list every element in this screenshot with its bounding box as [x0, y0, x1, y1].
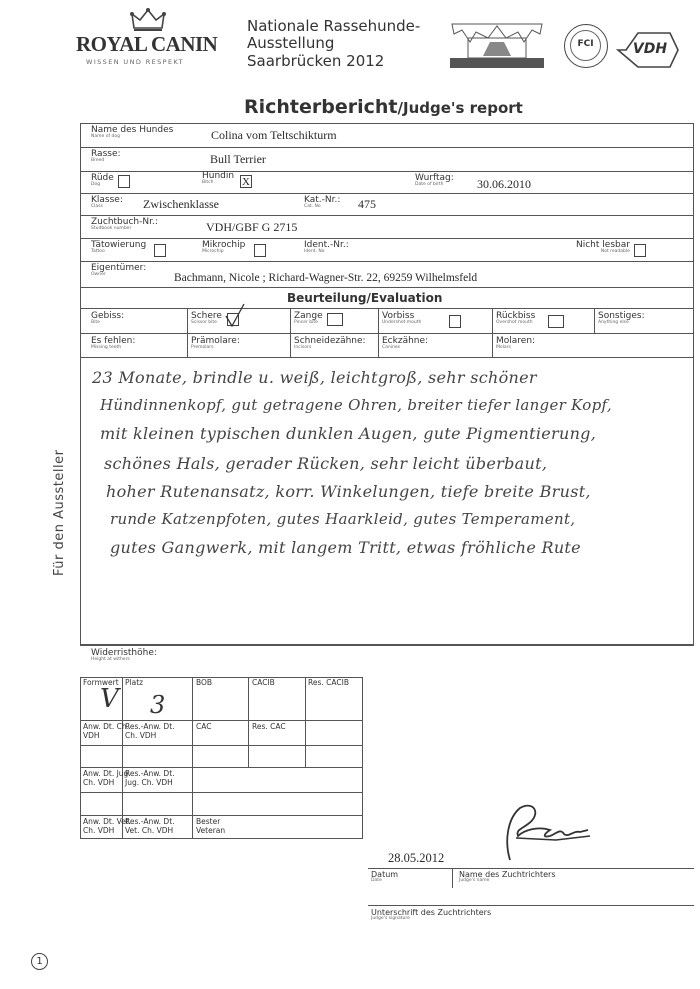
- undershot-checkbox[interactable]: [548, 315, 564, 328]
- pincer-sub: Pincer bite: [294, 320, 318, 325]
- res-vet-label: Res.-Anw. Dt. Vet. Ch. VDH: [125, 817, 175, 835]
- male-sub: Dog: [91, 182, 101, 187]
- dog-name-label: Name des Hundes: [91, 125, 174, 135]
- missing-label: Es fehlen:: [91, 336, 136, 346]
- class-label: Klasse:: [91, 195, 123, 205]
- comment-line-3: mit kleinen typischen dunklen Augen, gute Pigmentierung,: [100, 424, 597, 443]
- vdh-text: VDH: [632, 41, 668, 57]
- formwert-label: Formwert: [83, 678, 119, 687]
- birth-sub: Date of birth: [415, 182, 444, 187]
- tattoo-label: Tätowierung: [91, 240, 147, 250]
- female-label: Hündin: [202, 171, 235, 181]
- signature-sub: Judge's signature: [371, 916, 410, 921]
- evaluation-heading: Beurteilung/Evaluation: [287, 291, 443, 305]
- unreadable-checkbox[interactable]: [634, 244, 646, 257]
- canine-sub: Canines: [382, 345, 400, 350]
- other-sub: Anything else: [598, 320, 629, 325]
- overshot-sub: Undershot mouth: [382, 320, 422, 325]
- ident-label: Ident.-Nr.:: [304, 240, 349, 250]
- stud-sub: Studbook number: [91, 226, 132, 231]
- breed-sub: Breed: [91, 158, 105, 163]
- incisor-sub: Incisors: [294, 345, 312, 350]
- owner-sub: Owner: [91, 272, 106, 277]
- unreadable-label: Nicht lesbar: [576, 240, 630, 250]
- class-sub: Class: [91, 204, 103, 209]
- jug-label: Anw. Dt. Jug. Ch. VDH: [83, 769, 131, 787]
- date-label: Datum: [371, 870, 399, 879]
- title-sub: /Judge's report: [397, 99, 523, 117]
- dog-name-sub: Name of dog: [91, 134, 120, 139]
- overshot-checkbox[interactable]: [449, 315, 461, 328]
- teeth-sub: Bite: [91, 320, 100, 325]
- title-main: Richterbericht: [244, 96, 398, 118]
- platz-label: Platz: [125, 678, 144, 687]
- unreadable-sub: Not readable: [600, 249, 630, 254]
- scissor-check-icon: [222, 302, 248, 330]
- comment-line-6: runde Katzenpfoten, gutes Haarkleid, gutes Temperament,: [110, 510, 576, 528]
- stud-label: Zuchtbuch-Nr.:: [91, 217, 158, 227]
- breed-value: Bull Terrier: [210, 152, 266, 166]
- bob-label: BOB: [196, 678, 213, 687]
- undershot-label: Rückbiss: [496, 311, 536, 321]
- comment-line-5: hoher Rutenansatz, korr. Winkelungen, tiefe breite Brust,: [106, 482, 591, 501]
- judge-signature: [490, 800, 600, 870]
- premolar-label: Prämolare:: [191, 336, 240, 346]
- fci-logo: [564, 24, 608, 68]
- scissor-sub: Scissor bite: [191, 320, 217, 325]
- cac-label: CAC: [196, 722, 212, 731]
- stud-value: VDH/GBF G 2715: [206, 220, 298, 234]
- other-label: Sonstiges:: [598, 311, 645, 321]
- tattoo-sub: Tattoo: [91, 249, 105, 254]
- male-checkbox[interactable]: [118, 175, 130, 188]
- brand-tagline: WISSEN UND RESPEKT: [86, 58, 185, 66]
- date-sub: Date: [371, 878, 382, 883]
- owner-label: Eigentümer:: [91, 263, 147, 273]
- amw-ch-label: Anw. Dt. Ch. VDH: [83, 722, 129, 740]
- signature-label: Unterschrift des Zuchtrichters: [371, 908, 492, 917]
- fci-text: FCI: [577, 39, 594, 49]
- molar-sub: Molars: [496, 345, 511, 350]
- birth-value: 30.06.2010: [477, 177, 531, 191]
- pincer-checkbox[interactable]: [327, 313, 343, 326]
- male-label: Rüde: [91, 173, 114, 183]
- event-title: [247, 18, 420, 70]
- date-value: 28.05.2012: [388, 851, 445, 865]
- vdh-logo: [616, 30, 680, 70]
- missing-sub: Missing teeth: [91, 345, 122, 350]
- crown-icon: [130, 8, 166, 32]
- comment-line-2: Hündinnenkopf, gut getragene Ohren, breiter tiefer langer Kopf,: [100, 396, 612, 414]
- comment-line-1: 23 Monate, brindle u. weiß, leichtgroß, sehr schöner: [92, 368, 537, 387]
- judge-comment-area: [92, 360, 690, 560]
- teeth-label: Gebiss:: [91, 311, 125, 321]
- premolar-sub: Premolars: [191, 345, 214, 350]
- best-vet-label: Bester Veteran: [196, 817, 226, 835]
- page-title: [244, 96, 523, 118]
- owner-value: Bachmann, Nicole ; Richard-Wagner-Str. 22, 69259 Wilhelmsfeld: [174, 272, 478, 284]
- res-cac-label: Res. CAC: [252, 722, 286, 731]
- chip-sub: Microchip: [202, 249, 224, 254]
- platz-value: 3: [150, 691, 166, 719]
- page-number: 1: [31, 953, 48, 970]
- tattoo-checkbox[interactable]: [154, 244, 166, 257]
- comment-line-7: gutes Gangwerk, mit langem Tritt, etwas fröhliche Rute: [110, 538, 581, 557]
- res-amw-label: Res.-Anw. Dt. Ch. VDH: [125, 722, 175, 740]
- emblem-icon: [448, 20, 546, 70]
- res-jug-label: Res.-Anw. Dt. Jug. Ch. VDH: [125, 769, 175, 787]
- event-line-3: Saarbrücken 2012: [247, 51, 385, 70]
- vet-label: Anw. Dt. Vet. Ch. VDH: [83, 817, 132, 835]
- pincer-label: Zange: [294, 311, 323, 321]
- exhibitor-side-label: Für den Aussteller: [52, 449, 67, 576]
- res-cacib-label: Res. CACIB: [308, 678, 349, 687]
- class-value: Zwischenklasse: [143, 197, 219, 211]
- breed-label: Rasse:: [91, 149, 121, 159]
- overshot-label: Vorbiss: [382, 311, 415, 321]
- comment-line-4: schönes Hals, gerader Rücken, sehr leicht überbaut,: [104, 454, 548, 473]
- judge-name-label: Name des Zuchtrichters: [459, 870, 556, 879]
- undershot-sub: Overshot mouth: [496, 320, 533, 325]
- cat-sub: Cat. No: [304, 204, 321, 209]
- judge-name-sub: Judge's name: [459, 878, 490, 883]
- dog-name-value: Colina vom Teltschikturm: [211, 128, 337, 142]
- chip-checkbox[interactable]: [254, 244, 266, 257]
- event-emblem: [448, 20, 546, 70]
- cat-value: 475: [358, 197, 376, 211]
- female-checkbox[interactable]: X: [240, 175, 252, 188]
- molar-label: Molaren:: [496, 336, 536, 346]
- incisor-label: Schneidezähne:: [294, 336, 366, 346]
- chip-label: Mikrochip: [202, 240, 246, 250]
- ident-sub: Ident. No: [304, 249, 325, 254]
- cacib-label: CACIB: [252, 678, 275, 687]
- birth-label: Wurftag:: [415, 173, 454, 183]
- scissor-label: Schere: [191, 311, 222, 321]
- withers-sub: Height at withers: [91, 657, 130, 662]
- event-line-1: Nationale Rassehunde-: [247, 17, 421, 35]
- brand-name: ROYAL CANIN: [76, 32, 218, 56]
- royal-canin-logo: [70, 8, 230, 68]
- event-line-2: Ausstellung: [247, 34, 335, 53]
- formwert-value: V: [100, 684, 119, 714]
- withers-label: Widerristhöhe:: [91, 648, 157, 658]
- cat-label: Kat.-Nr.:: [304, 195, 341, 205]
- female-sub: Bitch: [202, 180, 214, 185]
- canine-label: Eckzähne:: [382, 336, 429, 346]
